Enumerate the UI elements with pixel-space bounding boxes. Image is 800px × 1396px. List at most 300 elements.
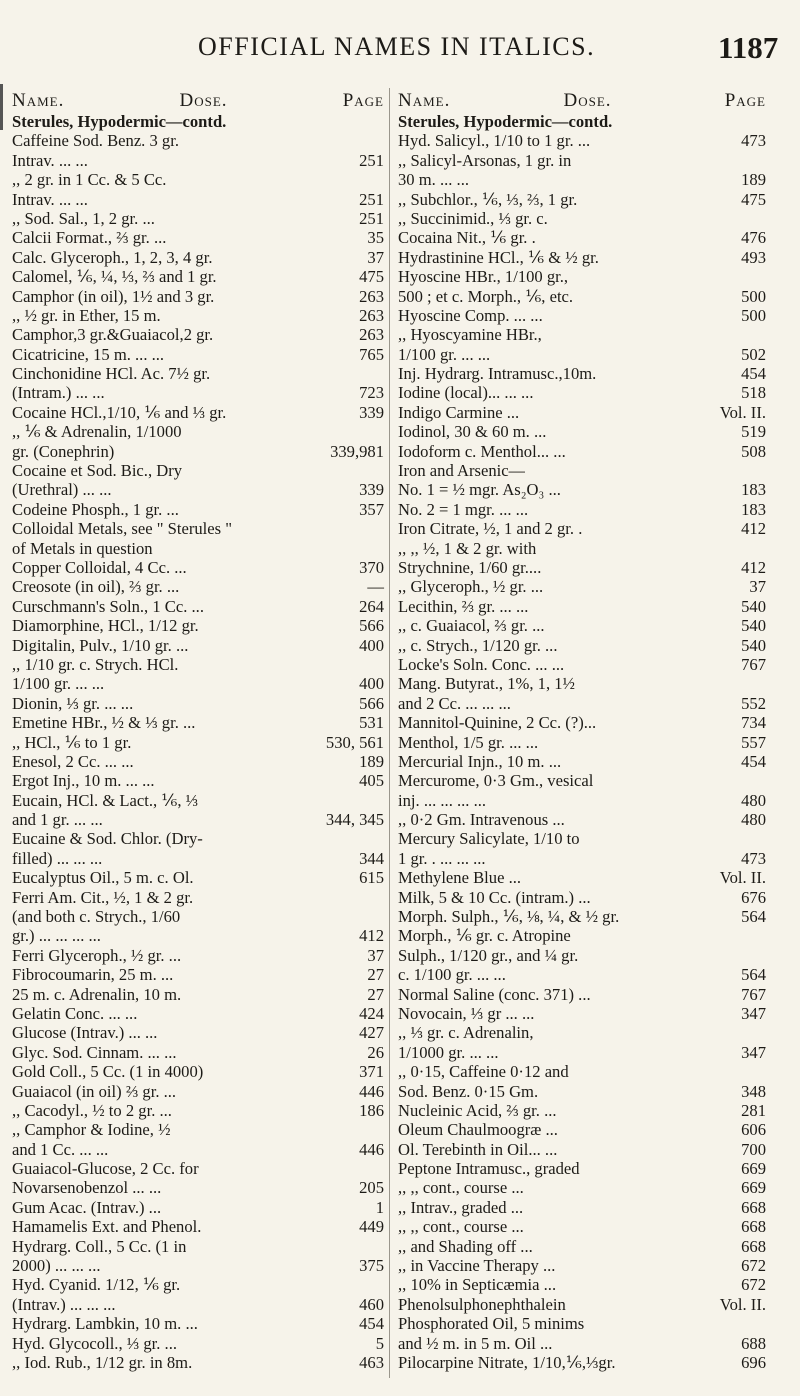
entry-page-ref: 400: [359, 635, 384, 655]
entry-page-ref: 460: [359, 1294, 384, 1314]
index-entry: [12, 829, 384, 848]
entry-page-ref: 476: [741, 228, 766, 248]
entry-text: No. 1 = ½ mgr. As₂O₃ ...: [398, 480, 561, 500]
entry-text: Guaiacol (in oil) ⅔ gr. ...: [12, 1081, 177, 1101]
entry-text: Intrav. ... ...: [12, 189, 88, 209]
entry-text: ,, HCl., ⅙ to 1 gr.: [12, 732, 132, 752]
entry-text: Glucose (Intrav.) ... ...: [12, 1023, 158, 1043]
entry-page-ref: 475: [359, 267, 384, 287]
entry-text: Phenolsulphonephthalein: [398, 1294, 566, 1314]
entry-page-ref: 405: [359, 771, 384, 791]
index-entry: [12, 383, 384, 402]
entry-text: Eucain, HCl. & Lact., ⅙, ⅓: [12, 790, 199, 810]
index-entry: [12, 1159, 384, 1178]
entry-text: Hyd. Cyanid. 1/12, ⅙ gr.: [12, 1275, 181, 1295]
index-entry: [12, 1023, 384, 1042]
entry-text: ,, Iod. Rub., 1/12 gr. in 8m.: [12, 1353, 193, 1372]
index-entry: [398, 674, 766, 693]
entry-text: ,, ,, cont., course ...: [398, 1178, 524, 1198]
entry-page-ref: 767: [741, 984, 766, 1004]
entry-page-ref: 347: [741, 1042, 766, 1062]
left-column: [12, 90, 384, 1372]
entry-page-ref: 263: [359, 305, 384, 325]
index-entry: [398, 131, 766, 150]
index-entry: [398, 888, 766, 907]
entry-text: Hyd. Glycocoll., ⅓ gr. ...: [12, 1333, 177, 1353]
index-entry: [398, 112, 766, 131]
entry-page-ref: 27: [367, 984, 384, 1004]
name-heading: Name.: [398, 90, 451, 111]
index-entry: [398, 985, 766, 1004]
index-entry: [398, 1023, 766, 1042]
entry-page-ref: 344, 345: [325, 810, 384, 830]
entry-page-ref: 540: [741, 616, 766, 636]
index-entry: [12, 926, 384, 945]
index-entry: [398, 791, 766, 810]
page-number: 1187: [718, 30, 779, 65]
index-entry: [398, 577, 766, 596]
entry-page-ref: 357: [359, 499, 384, 519]
entry-text: filled) ... ... ...: [12, 848, 103, 868]
entry-text: Menthol, 1/5 gr. ... ...: [398, 732, 539, 752]
entry-page-ref: 375: [359, 1256, 384, 1276]
entry-text: of Metals in question: [12, 538, 153, 558]
index-entry: [398, 771, 766, 790]
entry-page-ref: 530, 561: [325, 732, 384, 752]
entry-page-ref: 26: [367, 1042, 384, 1062]
index-entry: [12, 1101, 384, 1120]
entry-page-ref: 454: [359, 1314, 384, 1334]
entry-page-ref: 734: [741, 713, 766, 733]
entry-text: Calc. Glyceroph., 1, 2, 3, 4 gr.: [12, 247, 213, 267]
entry-text: Locke's Soln. Conc. ... ...: [398, 654, 565, 674]
index-entry: [12, 248, 384, 267]
index-entry: [398, 325, 766, 344]
entry-text: Mercurome, 0·3 Gm., vesical: [398, 771, 594, 791]
entry-text: ,, 0·15, Caffeine 0·12 and: [398, 1062, 569, 1082]
entry-text: ,, ,, ½, 1 & 2 gr. with: [398, 538, 537, 558]
entry-text: Iodoform c. Menthol... ...: [398, 441, 566, 461]
entry-page-ref: 251: [359, 189, 384, 209]
entry-text: Hydrastinine HCl., ⅙ & ½ gr.: [398, 247, 599, 267]
index-entry: [12, 131, 384, 150]
index-entry: [12, 480, 384, 499]
entry-text: ,, Hyoscyamine HBr.,: [398, 325, 542, 345]
entry-text: Phosphorated Oil, 5 minims: [398, 1314, 585, 1334]
entry-text: Camphor (in oil), 1½ and 3 gr.: [12, 286, 215, 306]
index-entry: [12, 791, 384, 810]
entry-text: Emetine HBr., ½ & ⅓ gr. ...: [12, 713, 196, 733]
index-entry: [398, 364, 766, 383]
entry-text: Iron Citrate, ½, 1 and 2 gr. .: [398, 519, 583, 539]
entry-page-ref: 552: [741, 693, 766, 713]
index-entry: [398, 1217, 766, 1236]
entry-text: ,, Succinimid., ⅓ gr. c.: [398, 208, 548, 228]
entry-page-ref: 454: [741, 751, 766, 771]
entry-text: Hyoscine Comp. ... ...: [398, 305, 543, 325]
entry-text: Methylene Blue ...: [398, 868, 522, 888]
entry-page-ref: 5: [375, 1333, 384, 1353]
index-entry: [12, 1140, 384, 1159]
entry-text: 2000) ... ... ...: [12, 1256, 101, 1276]
entry-page-ref: 668: [741, 1217, 766, 1237]
index-entry: [12, 345, 384, 364]
entry-page-ref: 37: [367, 247, 384, 267]
entry-page-ref: 669: [741, 1178, 766, 1198]
entry-page-ref: 564: [741, 965, 766, 985]
entry-page-ref: 564: [741, 907, 766, 927]
entry-page-ref: 480: [741, 790, 766, 810]
entry-text: Morph. Sulph., ⅙, ⅛, ¼, & ½ gr.: [398, 907, 620, 927]
entry-text: Copper Colloidal, 4 Cc. ...: [12, 557, 187, 577]
index-entry: [398, 287, 766, 306]
index-entry: [398, 558, 766, 577]
name-heading: Name.: [12, 90, 65, 111]
index-entry: [12, 1353, 384, 1372]
index-entry: [398, 1237, 766, 1256]
index-entry: [398, 190, 766, 209]
entry-page-ref: 696: [741, 1353, 766, 1372]
index-entry: [12, 325, 384, 344]
entry-page-ref: 502: [741, 344, 766, 364]
entry-text: ,, 0·2 Gm. Intravenous ...: [398, 810, 565, 830]
index-entry: [12, 500, 384, 519]
entry-text: No. 2 = 1 mgr. ... ...: [398, 499, 529, 519]
index-entry: [398, 1275, 766, 1294]
entry-page-ref: 412: [741, 519, 766, 539]
entry-page-ref: 339: [359, 480, 384, 500]
entry-page-ref: 463: [359, 1353, 384, 1372]
entry-text: Curschmann's Soln., 1 Cc. ...: [12, 596, 204, 616]
index-entry: [398, 422, 766, 441]
index-entry: [398, 597, 766, 616]
entry-text: Indigo Carmine ...: [398, 402, 520, 422]
index-entry: [12, 733, 384, 752]
index-entry: [12, 287, 384, 306]
index-entry: [398, 1159, 766, 1178]
entry-page-ref: 500: [741, 305, 766, 325]
entry-page-ref: 672: [741, 1256, 766, 1276]
entry-page-ref: 473: [741, 848, 766, 868]
entry-text: Ferri Glyceroph., ½ gr. ...: [12, 945, 182, 965]
index-entry: [12, 907, 384, 926]
index-entry: [398, 461, 766, 480]
entry-page-ref: 347: [741, 1003, 766, 1023]
entry-page-ref: 566: [359, 693, 384, 713]
entry-text: Gelatin Conc. ... ...: [12, 1003, 138, 1023]
left-column-header: [12, 90, 384, 112]
index-entry: [12, 713, 384, 732]
entry-text: Eucalyptus Oil., 5 m. c. Ol.: [12, 868, 194, 888]
entry-text: Cinchonidine HCl. Ac. 7½ gr.: [12, 364, 211, 384]
index-entry: [398, 868, 766, 887]
entry-text: Iodinol, 30 & 60 m. ...: [398, 422, 547, 442]
entry-text: Ergot Inj., 10 m. ... ...: [12, 771, 155, 791]
index-entry: [12, 422, 384, 441]
entry-text: Ferri Am. Cit., ½, 1 & 2 gr.: [12, 887, 194, 907]
entry-page-ref: 480: [741, 810, 766, 830]
index-entry: [398, 442, 766, 461]
entry-text: Sterules, Hypodermic—contd.: [398, 112, 613, 131]
index-entry: [12, 849, 384, 868]
index-entry: [398, 519, 766, 538]
index-entry: [398, 810, 766, 829]
index-entry: [12, 655, 384, 674]
index-entry: [398, 1198, 766, 1217]
entry-text: Nucleinic Acid, ⅔ gr. ...: [398, 1100, 557, 1120]
entry-page-ref: 767: [741, 654, 766, 674]
entry-text: ,, Subchlor., ⅙, ⅓, ⅔, 1 gr.: [398, 189, 578, 209]
entry-text: Creosote (in oil), ⅔ gr. ...: [12, 577, 180, 597]
index-entry: [398, 655, 766, 674]
entry-page-ref: 339,981: [330, 441, 384, 461]
entry-page-ref: 400: [359, 674, 384, 694]
entry-text: ,, ⅙ & Adrenalin, 1/1000: [12, 422, 182, 442]
entry-text: Hyd. Salicyl., 1/10 to 1 gr. ...: [398, 131, 591, 151]
index-entry: [398, 1295, 766, 1314]
right-column: [398, 90, 766, 1372]
entry-page-ref: 412: [741, 557, 766, 577]
index-entry: [12, 616, 384, 635]
index-entry: [398, 733, 766, 752]
entry-page-ref: 189: [741, 170, 766, 190]
entry-text: Mannitol-Quinine, 2 Cc. (?)...: [398, 713, 597, 733]
entry-text: Sulph., 1/120 gr., and ¼ gr.: [398, 945, 579, 965]
entry-page-ref: Vol. II.: [719, 402, 766, 422]
entry-text: 25 m. c. Adrenalin, 10 m.: [12, 984, 182, 1004]
index-entry: [398, 1043, 766, 1062]
dose-heading: Dose.: [179, 90, 228, 111]
index-entry: [12, 1082, 384, 1101]
entry-text: Enesol, 2 Cc. ... ...: [12, 751, 134, 771]
index-entry: [398, 1140, 766, 1159]
index-entry: [398, 1314, 766, 1333]
index-entry: [398, 228, 766, 247]
index-entry: [12, 771, 384, 790]
entry-text: Sterules, Hypodermic—contd.: [12, 112, 227, 131]
index-entry: [398, 946, 766, 965]
entry-text: Peptone Intramusc., graded: [398, 1159, 580, 1179]
index-entry: [12, 461, 384, 480]
entry-text: Pilocarpine Nitrate, 1/10,⅙,⅓gr.: [398, 1353, 616, 1372]
right-entry-list: [398, 112, 766, 1372]
index-entry: [398, 383, 766, 402]
index-entry: [398, 926, 766, 945]
entry-page-ref: 35: [367, 228, 384, 248]
index-entry: [12, 868, 384, 887]
entry-text: gr. (Conephrin): [12, 441, 115, 461]
entry-text: Cocaine et Sod. Bic., Dry: [12, 461, 183, 481]
entry-text: Intrav. ... ...: [12, 150, 88, 170]
index-entry: [398, 209, 766, 228]
entry-text: Calcii Format., ⅔ gr. ...: [12, 228, 167, 248]
entry-text: (Intram.) ... ...: [12, 383, 105, 403]
entry-text: Codeine Phosph., 1 gr. ...: [12, 499, 179, 519]
entry-page-ref: 475: [741, 189, 766, 209]
index-entry: [12, 151, 384, 170]
entry-page-ref: 493: [741, 247, 766, 267]
index-entry: [398, 248, 766, 267]
entry-text: Mang. Butyrat., 1%, 1, 1½: [398, 674, 575, 694]
index-entry: [398, 1062, 766, 1081]
entry-text: Iron and Arsenic—: [398, 461, 526, 481]
entry-text: (Urethral) ... ...: [12, 480, 112, 500]
index-entry: [398, 480, 766, 499]
entry-text: Hyoscine HBr., 1/100 gr.,: [398, 267, 569, 287]
index-entry: [398, 1082, 766, 1101]
index-entry: [398, 345, 766, 364]
index-entry: [12, 965, 384, 984]
dose-heading: Dose.: [563, 90, 612, 111]
entry-page-ref: 251: [359, 208, 384, 228]
entry-page-ref: 615: [359, 868, 384, 888]
index-entry: [398, 151, 766, 170]
entry-page-ref: 339: [359, 402, 384, 422]
entry-text: 30 m. ... ...: [398, 170, 469, 190]
entry-text: Normal Saline (conc. 371) ...: [398, 984, 591, 1004]
column-divider: [389, 88, 390, 1378]
index-entry: [12, 1217, 384, 1236]
index-entry: [398, 1353, 766, 1372]
entry-text: Hamamelis Ext. and Phenol.: [12, 1217, 202, 1237]
entry-text: 1/100 gr. ... ...: [12, 674, 105, 694]
entry-text: Digitalin, Pulv., 1/10 gr. ...: [12, 635, 189, 655]
entry-text: Calomel, ⅙, ¼, ⅓, ⅔ and 1 gr.: [12, 267, 217, 287]
entry-text: Gum Acac. (Intrav.) ...: [12, 1197, 162, 1217]
entry-page-ref: 669: [741, 1159, 766, 1179]
entry-page-ref: 449: [359, 1217, 384, 1237]
entry-text: Morph., ⅙ gr. c. Atropine: [398, 926, 571, 946]
entry-text: ,, Salicyl-Arsonas, 1 gr. in: [398, 150, 572, 170]
entry-page-ref: 281: [741, 1100, 766, 1120]
entry-text: c. 1/100 gr. ... ...: [398, 965, 506, 985]
entry-page-ref: 186: [359, 1100, 384, 1120]
index-entry: [12, 190, 384, 209]
page-header: [0, 30, 800, 70]
entry-page-ref: 668: [741, 1236, 766, 1256]
entry-text: Novocain, ⅓ gr ... ...: [398, 1003, 535, 1023]
right-column-header: [398, 90, 766, 112]
index-entry: [398, 1256, 766, 1275]
entry-page-ref: 183: [741, 480, 766, 500]
entry-page-ref: 205: [359, 1178, 384, 1198]
entry-page-ref: 189: [359, 751, 384, 771]
entry-text: Lecithin, ⅔ gr. ... ...: [398, 596, 529, 616]
entry-page-ref: 37: [749, 577, 766, 597]
entry-text: (and both c. Strych., 1/60: [12, 907, 181, 927]
index-entry: [12, 1275, 384, 1294]
entry-text: Novarsenobenzol ... ...: [12, 1178, 162, 1198]
entry-page-ref: 508: [741, 441, 766, 461]
entry-text: Mercury Salicylate, 1/10 to: [398, 829, 580, 849]
entry-text: Diamorphine, HCl., 1/12 gr.: [12, 616, 199, 636]
index-entry: [12, 539, 384, 558]
index-entry: [398, 636, 766, 655]
running-title: OFFICIAL NAMES IN ITALICS.: [198, 32, 596, 61]
index-entry: [398, 170, 766, 189]
index-entry: [12, 888, 384, 907]
entry-text: and ½ m. in 5 m. Oil ...: [398, 1333, 553, 1353]
entry-page-ref: 371: [359, 1062, 384, 1082]
index-entry: [398, 713, 766, 732]
entry-page-ref: 446: [359, 1139, 384, 1159]
entry-page-ref: 540: [741, 635, 766, 655]
entry-text: Gold Coll., 5 Cc. (1 in 4000): [12, 1062, 204, 1082]
entry-page-ref: 540: [741, 596, 766, 616]
index-entry: [12, 1120, 384, 1139]
entry-text: and 1 Cc. ... ...: [12, 1139, 109, 1159]
entry-text: ,, ½ gr. in Ether, 15 m.: [12, 305, 161, 325]
entry-text: ,, in Vaccine Therapy ...: [398, 1256, 556, 1276]
entry-page-ref: 348: [741, 1081, 766, 1101]
index-entry: [398, 306, 766, 325]
page-edge-mark: [0, 84, 3, 130]
entry-page-ref: 606: [741, 1120, 766, 1140]
index-entry: [12, 674, 384, 693]
index-entry: [398, 1334, 766, 1353]
entry-text: ,, 1/10 gr. c. Strych. HCl.: [12, 654, 179, 674]
entry-text: 1 gr. . ... ... ...: [398, 848, 486, 868]
entry-text: Cocaina Nit., ⅙ gr. .: [398, 228, 536, 248]
entry-page-ref: Vol. II.: [719, 868, 766, 888]
index-entry: [12, 1314, 384, 1333]
index-entry: [12, 403, 384, 422]
entry-page-ref: 557: [741, 732, 766, 752]
index-entry: [12, 1043, 384, 1062]
entry-page-ref: 424: [359, 1003, 384, 1023]
entry-text: Iodine (local)... ... ...: [398, 383, 534, 403]
index-entry: [398, 849, 766, 868]
entry-text: ,, c. Guaiacol, ⅔ gr. ...: [398, 616, 545, 636]
entry-page-ref: 27: [367, 965, 384, 985]
page-heading: Page: [724, 90, 766, 111]
index-entry: [398, 539, 766, 558]
entry-page-ref: 723: [359, 383, 384, 403]
entry-page-ref: 344: [359, 848, 384, 868]
index-entry: [398, 1101, 766, 1120]
index-entry: [12, 209, 384, 228]
entry-page-ref: 566: [359, 616, 384, 636]
entry-text: Milk, 5 & 10 Cc. (intram.) ...: [398, 887, 591, 907]
entry-page-ref: 454: [741, 364, 766, 384]
index-entry: [398, 1004, 766, 1023]
entry-text: ,, c. Strych., 1/120 gr. ...: [398, 635, 558, 655]
entry-text: gr.) ... ... ... ...: [12, 926, 101, 946]
page-heading: Page: [342, 90, 384, 111]
entry-text: ,, ,, cont., course ...: [398, 1217, 524, 1237]
entry-text: Ol. Terebinth in Oil... ...: [398, 1139, 558, 1159]
entry-text: Strychnine, 1/60 gr....: [398, 557, 542, 577]
index-entry: [12, 1062, 384, 1081]
index-entry: [398, 267, 766, 286]
entry-text: Dionin, ⅓ gr. ... ...: [12, 693, 134, 713]
entry-page-ref: 427: [359, 1023, 384, 1043]
index-entry: [398, 965, 766, 984]
index-entry: [12, 1256, 384, 1275]
index-entry: [398, 694, 766, 713]
entry-page-ref: 473: [741, 131, 766, 151]
index-entry: [398, 616, 766, 635]
index-entry: [398, 752, 766, 771]
entry-text: ,, Sod. Sal., 1, 2 gr. ...: [12, 208, 155, 228]
index-entry: [398, 403, 766, 422]
entry-text: Oleum Chaulmoogræ ...: [398, 1120, 558, 1140]
entry-text: ,, and Shading off ...: [398, 1236, 533, 1256]
index-entry: [12, 636, 384, 655]
index-entry: [12, 1237, 384, 1256]
entry-text: ,, Camphor & Iodine, ½: [12, 1120, 171, 1140]
index-entry: [12, 694, 384, 713]
